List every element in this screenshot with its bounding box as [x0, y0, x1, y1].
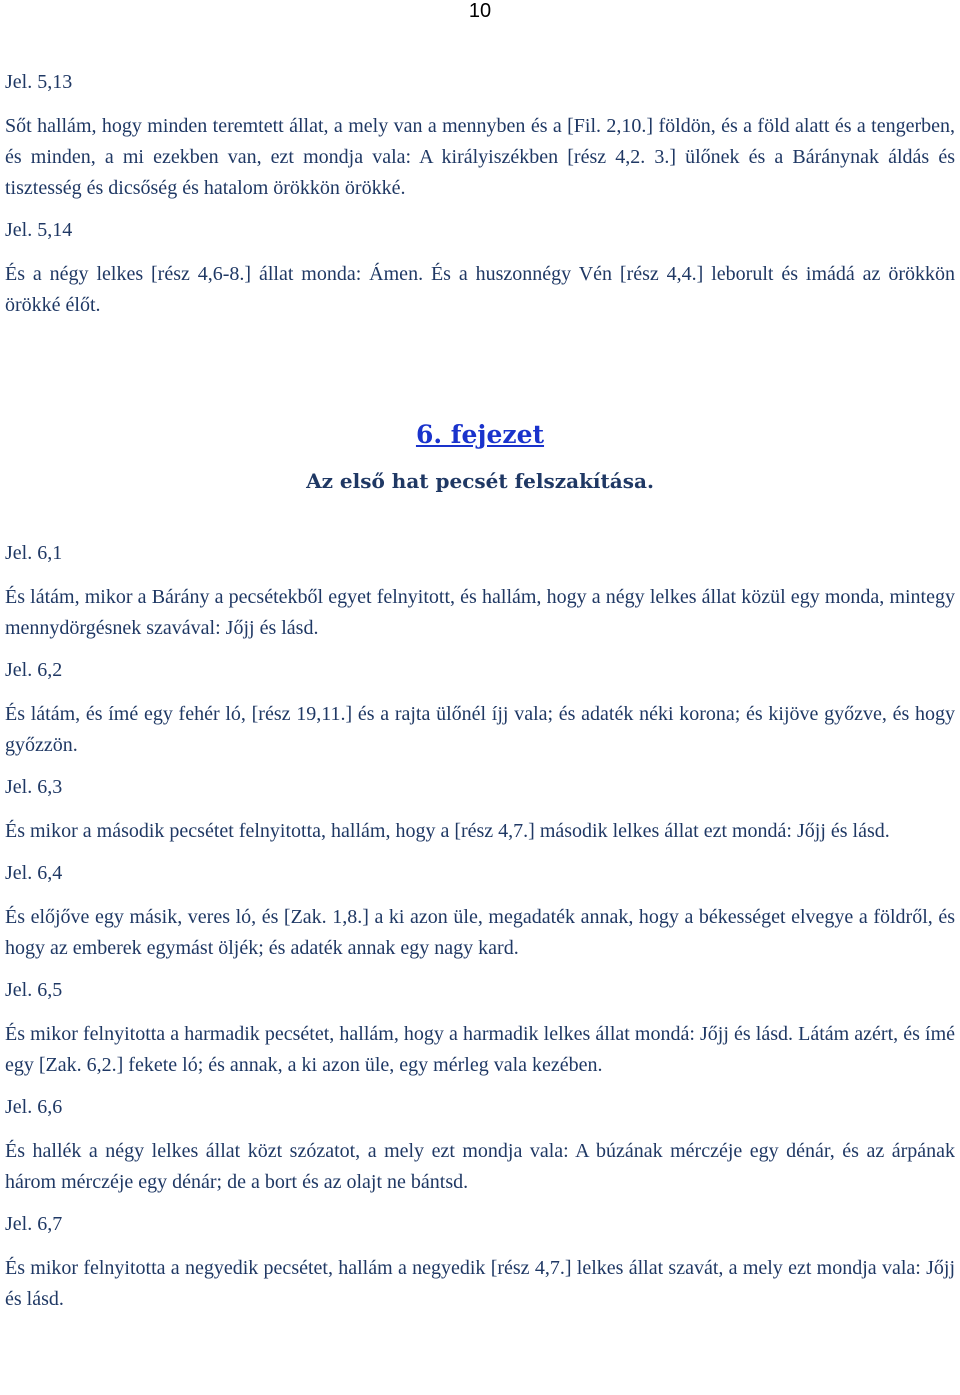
verse-text: És a négy lelkes [rész 4,6-8.] állat monda: Ámen. És a huszonnégy Vén [rész 4,4.] leborult és imádá az örökkön örökké élőt.	[5, 263, 955, 316]
chapter-title-link[interactable]: 6. fejezet	[415, 420, 545, 449]
verse-reference: Jel. 6,5	[5, 979, 63, 1001]
verse-reference: Jel. 6,7	[5, 1213, 63, 1235]
chapter-subtitle: Az első hat pecsét felszakítása.	[306, 469, 654, 493]
verse-text: Sőt hallám, hogy minden teremtett állat, a mely van a mennyben és a [Fil. 2,10.] földön, és a föld alatt és a tengerben, és minden, a mi ezekben van, ezt mondja vala: A királyiszékben [rész 4,2. 3.] ülőnek és a Báránynak áldás és tisztesség és dicsőség és hatalom örökkön örökké.	[5, 115, 955, 199]
verse-reference: Jel. 6,1	[5, 542, 63, 564]
verse-text: És látám, mikor a Bárány a pecsétekből egyet felnyitott, és hallám, hogy a négy lelkes állat közül egy monda, mintegy mennydörgésnek szavával: Jőjj és lásd.	[5, 586, 955, 639]
verse-text: És mikor felnyitotta a harmadik pecsétet, hallám, hogy a harmadik lelkes állat mondá: Jőjj és lásd. Látám azért, és ímé egy [Zak. 6,2.] fekete ló; és annak, a ki azon üle, egy mérleg vala kezében.	[5, 1023, 955, 1076]
page-number: 10	[468, 0, 492, 22]
verse-reference: Jel. 6,4	[5, 862, 63, 884]
verse-text: És hallék a négy lelkes állat közt szózatot, a mely ezt mondja vala: A búzának mérczéje egy dénár, és az árpának három mérczéje egy dénár; de a bort és az olajt ne bántsd.	[5, 1140, 955, 1193]
verse-reference: Jel. 6,3	[5, 776, 63, 798]
document-body	[5, 68, 955, 1315]
verse-text: És mikor a második pecsétet felnyitotta, hallám, hogy a [rész 4,7.] második lelkes állat ezt mondá: Jőjj és lásd.	[5, 820, 890, 842]
verse-reference: Jel. 6,6	[5, 1096, 63, 1118]
verse-reference: Jel. 5,14	[5, 219, 73, 241]
verse-text: És látám, és ímé egy fehér ló, [rész 19,11.] és a rajta ülőnél íjj vala; és adaték néki korona; és kijöve győzve, és hogy győzzön.	[5, 703, 955, 756]
verse-text: És mikor felnyitotta a negyedik pecsétet, hallám a negyedik [rész 4,7.] lelkes állat szavát, a mely ezt mondja vala: Jőjj és lásd.	[5, 1257, 955, 1310]
verse-reference: Jel. 6,2	[5, 659, 63, 681]
verse-text: És előjőve egy másik, veres ló, és [Zak. 1,8.] a ki azon üle, megadaték annak, hogy a békességet elvegye a földről, és hogy az emberek egymást öljék; és adaték annak egy nagy kard.	[5, 906, 955, 959]
verse-reference: Jel. 5,13	[5, 71, 73, 93]
